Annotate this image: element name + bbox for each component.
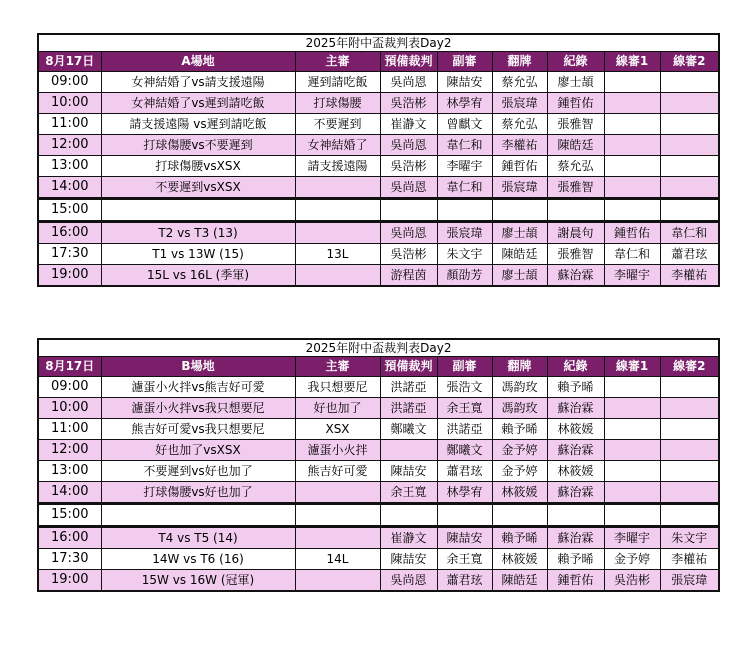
referee-cell: 謝晨句 <box>547 222 604 244</box>
column-header: 8月17日 <box>38 52 101 72</box>
table-row <box>38 398 719 419</box>
referee-cell: 不要遲到 <box>295 114 380 135</box>
referee-cell <box>604 504 660 527</box>
referee-cell: 陳皓廷 <box>547 135 604 156</box>
table-row <box>38 135 719 156</box>
referee-cell <box>660 177 719 199</box>
referee-cell: 熊吉好可愛 <box>295 461 380 482</box>
referee-cell <box>547 199 604 222</box>
referee-cell: 張宸瑋 <box>437 222 492 244</box>
referee-cell: 洪諾亞 <box>437 419 492 440</box>
referee-cell: 顏劭芳 <box>437 265 492 287</box>
column-header: 線審1 <box>604 52 660 72</box>
referee-cell <box>604 72 660 93</box>
referee-cell <box>660 504 719 527</box>
time-cell: 15:00 <box>38 199 101 222</box>
referee-cell: XSX <box>295 419 380 440</box>
table-title: 2025年附中盃裁判表Day2 <box>38 34 719 52</box>
match-cell: 15L vs 16L (季軍) <box>101 265 295 287</box>
referee-cell: 韋仁和 <box>437 177 492 199</box>
referee-cell: 鄭曦文 <box>380 419 437 440</box>
referee-cell: 韋仁和 <box>437 135 492 156</box>
match-cell <box>101 199 295 222</box>
match-cell: T2 vs T3 (13) <box>101 222 295 244</box>
referee-cell: 余王寬 <box>437 549 492 570</box>
match-cell: T4 vs T5 (14) <box>101 527 295 549</box>
referee-cell: 鍾哲佑 <box>492 156 547 177</box>
referee-cell: 陳喆安 <box>437 72 492 93</box>
referee-cell: 張宸瑋 <box>492 93 547 114</box>
referee-cell <box>295 504 380 527</box>
match-cell: 14W vs T6 (16) <box>101 549 295 570</box>
match-cell: 女神結婚了vs請支援遠陽 <box>101 72 295 93</box>
referee-cell <box>660 440 719 461</box>
time-cell: 12:00 <box>38 135 101 156</box>
match-cell: 打球傷腰vsXSX <box>101 156 295 177</box>
referee-cell <box>660 199 719 222</box>
match-cell: 打球傷腰vs不要遲到 <box>101 135 295 156</box>
match-cell: 不要遲到vs好也加了 <box>101 461 295 482</box>
referee-cell <box>604 114 660 135</box>
referee-cell: 金予婷 <box>492 440 547 461</box>
referee-cell: 廖士頡 <box>547 72 604 93</box>
table-row <box>38 482 719 504</box>
referee-cell: 蕭君玹 <box>437 570 492 592</box>
referee-cell: 余王寬 <box>437 398 492 419</box>
referee-cell: 蕭君玹 <box>437 461 492 482</box>
referee-cell: 曾麒文 <box>437 114 492 135</box>
referee-cell <box>492 504 547 527</box>
referee-cell: 吳浩彬 <box>380 93 437 114</box>
table-row <box>38 527 719 549</box>
referee-cell <box>295 177 380 199</box>
time-cell: 09:00 <box>38 377 101 398</box>
referee-cell: 鄭曦文 <box>437 440 492 461</box>
column-header: 預備裁判 <box>380 52 437 72</box>
referee-cell <box>295 482 380 504</box>
time-cell: 19:00 <box>38 265 101 287</box>
referee-cell: 吳尚恩 <box>380 177 437 199</box>
referee-cell: 馮韵玫 <box>492 398 547 419</box>
match-cell: 打球傷腰vs好也加了 <box>101 482 295 504</box>
referee-cell <box>660 114 719 135</box>
referee-cell <box>604 377 660 398</box>
referee-cell: 吳浩彬 <box>380 244 437 265</box>
match-cell: 好也加了vsXSX <box>101 440 295 461</box>
referee-cell: 馮韵玫 <box>492 377 547 398</box>
referee-cell <box>295 570 380 592</box>
referee-cell <box>660 72 719 93</box>
table-row <box>38 504 719 527</box>
referee-cell <box>380 199 437 222</box>
referee-cell: 吳浩彬 <box>604 570 660 592</box>
referee-cell <box>604 440 660 461</box>
referee-cell: 蘇治霖 <box>547 265 604 287</box>
referee-cell <box>604 156 660 177</box>
referee-cell: 李曜宇 <box>604 265 660 287</box>
referee-cell: 蘇治霖 <box>547 398 604 419</box>
referee-cell <box>604 461 660 482</box>
referee-cell: 韋仁和 <box>604 244 660 265</box>
referee-cell: 陳喆安 <box>437 527 492 549</box>
column-header: 主審 <box>295 357 380 377</box>
referee-cell: 我只想要尼 <box>295 377 380 398</box>
column-header: 8月17日 <box>38 357 101 377</box>
time-cell: 19:00 <box>38 570 101 592</box>
referee-cell <box>660 377 719 398</box>
referee-cell: 蔡允弘 <box>547 156 604 177</box>
referee-cell: 洪諾亞 <box>380 377 437 398</box>
referee-cell: 陳皓廷 <box>492 244 547 265</box>
referee-cell: 張雅智 <box>547 177 604 199</box>
column-header: 預備裁判 <box>380 357 437 377</box>
header-row <box>38 52 719 72</box>
referee-cell <box>604 93 660 114</box>
column-header: 副審 <box>437 52 492 72</box>
match-cell: 請支援遠陽 vs遲到請吃飯 <box>101 114 295 135</box>
match-cell: 濾蛋小火拌vs我只想要尼 <box>101 398 295 419</box>
referee-cell <box>437 504 492 527</box>
referee-cell: 林學宥 <box>437 482 492 504</box>
referee-cell: 張浩文 <box>437 377 492 398</box>
referee-cell: 崔瀞文 <box>380 114 437 135</box>
time-cell: 12:00 <box>38 440 101 461</box>
table-row <box>38 265 719 287</box>
referee-cell: 金予婷 <box>492 461 547 482</box>
referee-cell: 林筱媛 <box>492 482 547 504</box>
referee-cell <box>295 527 380 549</box>
referee-cell: 朱文宇 <box>660 527 719 549</box>
table-row <box>38 222 719 244</box>
referee-cell: 李權祐 <box>660 265 719 287</box>
referee-cell: 金予婷 <box>604 549 660 570</box>
referee-cell: 李權祐 <box>492 135 547 156</box>
referee-cell: 張雅智 <box>547 114 604 135</box>
referee-cell: 洪諾亞 <box>380 398 437 419</box>
referee-cell <box>660 461 719 482</box>
referee-cell: 遲到請吃飯 <box>295 72 380 93</box>
table-row <box>38 377 719 398</box>
table-title: 2025年附中盃裁判表Day2 <box>38 339 719 357</box>
match-cell: 女神結婚了vs遲到請吃飯 <box>101 93 295 114</box>
time-cell: 13:00 <box>38 461 101 482</box>
referee-cell: 游程茵 <box>380 265 437 287</box>
table-row <box>38 114 719 135</box>
referee-cell: 張宸瑋 <box>660 570 719 592</box>
referee-cell: 請支援遠陽 <box>295 156 380 177</box>
referee-cell: 吳尚恩 <box>380 222 437 244</box>
column-header: A場地 <box>101 52 295 72</box>
column-header: 翻牌 <box>492 52 547 72</box>
referee-cell: 林筱媛 <box>547 461 604 482</box>
referee-cell <box>604 482 660 504</box>
referee-cell: 林學宥 <box>437 93 492 114</box>
time-cell: 11:00 <box>38 114 101 135</box>
referee-cell: 朱文宇 <box>437 244 492 265</box>
referee-cell: 賴予晞 <box>547 377 604 398</box>
table-row <box>38 440 719 461</box>
referee-cell <box>295 199 380 222</box>
time-cell: 10:00 <box>38 398 101 419</box>
referee-cell: 打球傷腰 <box>295 93 380 114</box>
referee-cell: 林筱媛 <box>492 549 547 570</box>
referee-cell: 鍾哲佑 <box>604 222 660 244</box>
table-row <box>38 570 719 592</box>
table-row <box>38 93 719 114</box>
referee-cell <box>604 398 660 419</box>
referee-cell: 廖士頡 <box>492 265 547 287</box>
time-cell: 13:00 <box>38 156 101 177</box>
referee-cell: 李權祐 <box>660 549 719 570</box>
column-header: 線審2 <box>660 357 719 377</box>
referee-cell: 韋仁和 <box>660 222 719 244</box>
time-cell: 14:00 <box>38 482 101 504</box>
column-header: 線審1 <box>604 357 660 377</box>
referee-cell: 余王寬 <box>380 482 437 504</box>
column-header: 紀錄 <box>547 52 604 72</box>
referee-cell <box>295 265 380 287</box>
table-row <box>38 549 719 570</box>
referee-cell <box>660 156 719 177</box>
referee-cell: 賴予晞 <box>547 549 604 570</box>
referee-cell: 鍾哲佑 <box>547 93 604 114</box>
column-header: 副審 <box>437 357 492 377</box>
court-a-schedule-table <box>37 33 720 287</box>
table-body <box>38 72 719 287</box>
referee-cell: 陳喆安 <box>380 549 437 570</box>
referee-cell: 陳喆安 <box>380 461 437 482</box>
table-row <box>38 199 719 222</box>
table-row <box>38 177 719 199</box>
referee-cell <box>660 93 719 114</box>
referee-cell <box>547 504 604 527</box>
referee-cell: 好也加了 <box>295 398 380 419</box>
referee-cell: 蕭君玹 <box>660 244 719 265</box>
match-cell: 不要遲到vsXSX <box>101 177 295 199</box>
referee-cell: 崔瀞文 <box>380 527 437 549</box>
referee-cell: 李曜宇 <box>604 527 660 549</box>
table-row <box>38 156 719 177</box>
column-header: 翻牌 <box>492 357 547 377</box>
referee-cell: 張雅智 <box>547 244 604 265</box>
referee-cell <box>492 199 547 222</box>
referee-cell: 蘇治霖 <box>547 527 604 549</box>
time-cell: 16:00 <box>38 222 101 244</box>
time-cell: 10:00 <box>38 93 101 114</box>
referee-cell: 女神結婚了 <box>295 135 380 156</box>
match-cell: 15W vs 16W (冠軍) <box>101 570 295 592</box>
match-cell: T1 vs 13W (15) <box>101 244 295 265</box>
referee-cell: 賴予晞 <box>492 527 547 549</box>
referee-cell: 李曜宇 <box>437 156 492 177</box>
column-header: 主審 <box>295 52 380 72</box>
referee-cell <box>660 482 719 504</box>
referee-cell: 張宸瑋 <box>492 177 547 199</box>
referee-cell <box>660 419 719 440</box>
referee-cell: 蘇治霖 <box>547 440 604 461</box>
referee-cell: 吳尚恩 <box>380 135 437 156</box>
time-cell: 17:30 <box>38 549 101 570</box>
referee-cell: 陳皓廷 <box>492 570 547 592</box>
referee-cell: 鍾哲佑 <box>547 570 604 592</box>
referee-cell: 濾蛋小火拌 <box>295 440 380 461</box>
referee-cell: 蔡允弘 <box>492 72 547 93</box>
referee-cell: 蔡允弘 <box>492 114 547 135</box>
table-row <box>38 72 719 93</box>
referee-cell <box>660 398 719 419</box>
time-cell: 11:00 <box>38 419 101 440</box>
referee-cell: 賴予晞 <box>492 419 547 440</box>
table-row <box>38 419 719 440</box>
referee-cell <box>437 199 492 222</box>
column-header: 紀錄 <box>547 357 604 377</box>
referee-cell: 蘇治霖 <box>547 482 604 504</box>
referee-cell <box>295 222 380 244</box>
column-header: B場地 <box>101 357 295 377</box>
referee-cell <box>604 135 660 156</box>
court-b-schedule-table <box>37 338 720 592</box>
header-row <box>38 357 719 377</box>
referee-cell <box>380 440 437 461</box>
referee-cell <box>604 199 660 222</box>
time-cell: 09:00 <box>38 72 101 93</box>
time-cell: 17:30 <box>38 244 101 265</box>
time-cell: 14:00 <box>38 177 101 199</box>
referee-cell: 廖士頡 <box>492 222 547 244</box>
table-row <box>38 461 719 482</box>
match-cell: 熊吉好可愛vs我只想要尼 <box>101 419 295 440</box>
referee-cell: 13L <box>295 244 380 265</box>
time-cell: 16:00 <box>38 527 101 549</box>
referee-cell: 林筱媛 <box>547 419 604 440</box>
referee-cell: 吳尚恩 <box>380 570 437 592</box>
table-row <box>38 244 719 265</box>
time-cell: 15:00 <box>38 504 101 527</box>
referee-cell <box>660 135 719 156</box>
referee-cell: 吳浩彬 <box>380 156 437 177</box>
referee-cell <box>604 419 660 440</box>
referee-cell <box>380 504 437 527</box>
referee-cell: 14L <box>295 549 380 570</box>
column-header: 線審2 <box>660 52 719 72</box>
referee-cell <box>604 177 660 199</box>
match-cell: 濾蛋小火拌vs熊吉好可愛 <box>101 377 295 398</box>
match-cell <box>101 504 295 527</box>
table-body <box>38 377 719 592</box>
referee-cell: 吳尚恩 <box>380 72 437 93</box>
